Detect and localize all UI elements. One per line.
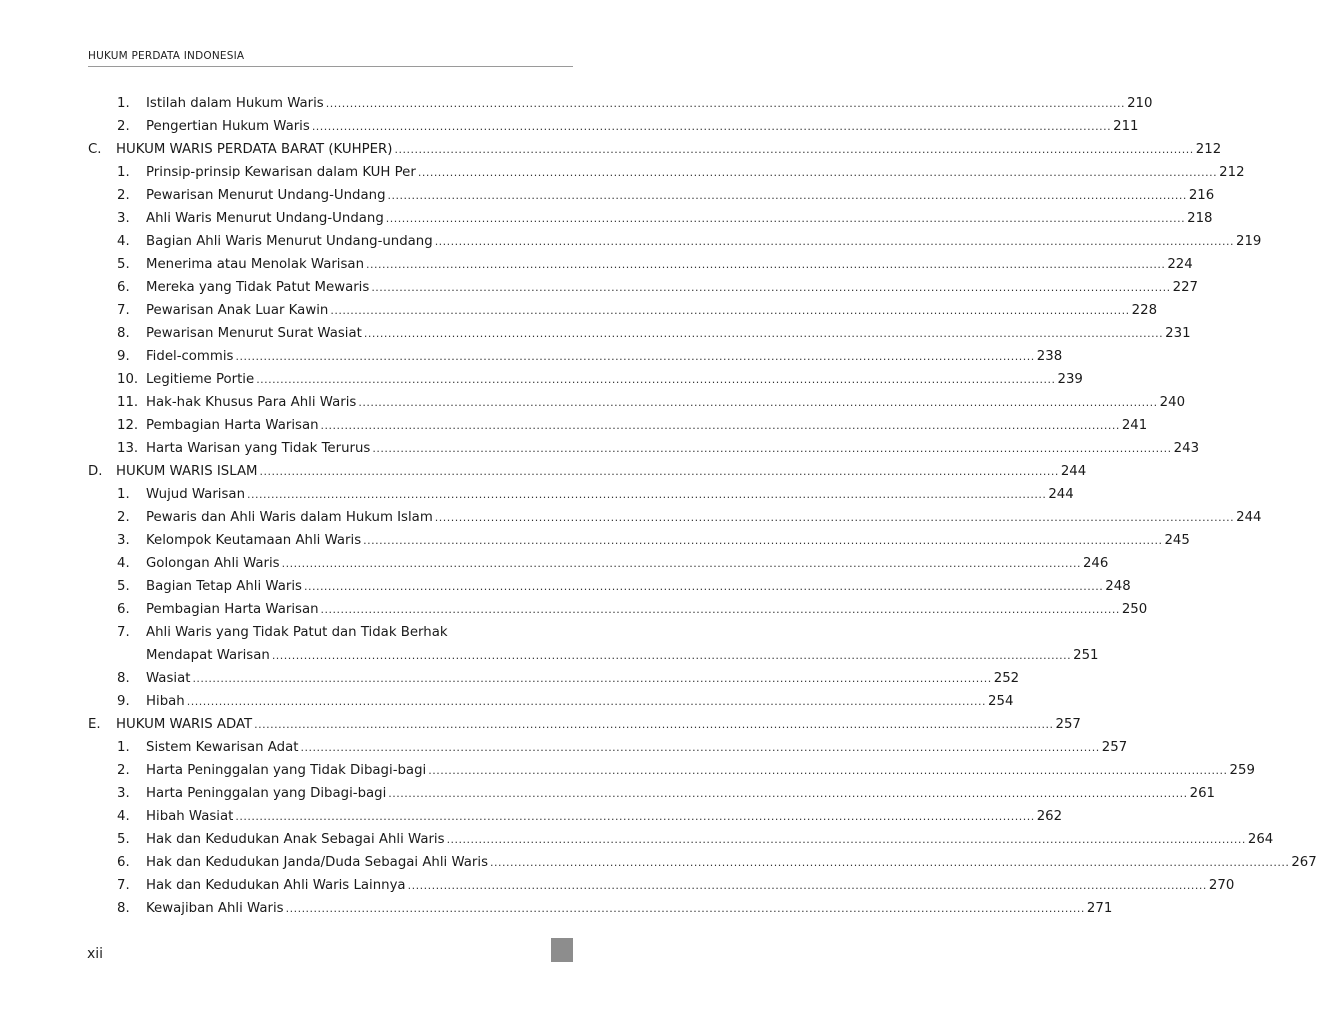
toc-entry-title: Pembagian Harta Warisan	[146, 418, 319, 433]
header-rule	[88, 66, 573, 67]
dot-leader: ........................................................................................................................................................................................................	[407, 879, 1207, 892]
dot-leader: ........................................................................................................................................................................................................	[434, 511, 1235, 524]
toc-entry[interactable]	[0, 207, 1213, 230]
toc-entry-page: 262	[1036, 809, 1063, 824]
toc-entry[interactable]	[0, 736, 1128, 759]
toc-entry-title: Kelompok Keutamaan Ahli Waris	[146, 533, 362, 548]
toc-entry-number: 7.	[117, 303, 130, 318]
dot-leader: ........................................................................................................................................................................................................	[303, 580, 1104, 593]
dot-leader: ........................................................................................................................................................................................................	[235, 810, 1035, 823]
toc-entry-title: Hibah Wasiat	[146, 809, 234, 824]
toc-entry[interactable]	[0, 483, 1074, 506]
dot-leader: ........................................................................................................................................................................................................	[235, 350, 1035, 363]
toc-entry[interactable]	[0, 391, 1186, 414]
toc-entry-title: Harta Warisan yang Tidak Terurus	[146, 441, 371, 456]
toc-entry[interactable]	[0, 322, 1191, 345]
toc-entry-page: 228	[1131, 303, 1158, 318]
toc-entry-number: 10.	[117, 372, 139, 387]
dot-leader: ........................................................................................................................................................................................................	[490, 856, 1290, 869]
toc-entry-page: 243	[1173, 441, 1200, 456]
toc-entry[interactable]	[0, 897, 1113, 920]
toc-entry-title: Sistem Kewarisan Adat	[146, 740, 299, 755]
toc-entry-number: C.	[88, 142, 102, 157]
dot-leader: ........................................................................................................................................................................................................	[259, 465, 1059, 478]
toc-entry[interactable]	[0, 552, 1109, 575]
toc-entry-title: Golongan Ahli Waris	[146, 556, 280, 571]
toc-entry-title: HUKUM WARIS ISLAM	[116, 464, 258, 479]
toc-entry[interactable]	[0, 184, 1215, 207]
toc-entry-page: 251	[1073, 648, 1099, 663]
toc-entry-title: Pewarisan Menurut Surat Wasiat	[146, 326, 362, 341]
dot-leader: ........................................................................................................................................................................................................	[394, 143, 1194, 156]
toc-entry-title: Fidel-commis	[146, 349, 234, 364]
toc-entry[interactable]	[0, 299, 1158, 322]
dot-leader: ........................................................................................................................................................................................................	[417, 166, 1218, 179]
toc-entry-number: 3.	[117, 786, 130, 801]
toc-entry-title: Pewarisan Anak Luar Kawin	[146, 303, 329, 318]
toc-entry-page: 218	[1187, 211, 1213, 226]
toc-entry-number: D.	[88, 464, 103, 479]
toc-entry-number: E.	[88, 717, 101, 732]
toc-entry-number: 7.	[117, 878, 130, 893]
toc-entry-number: 9.	[117, 694, 130, 709]
toc-entry[interactable]	[0, 368, 1083, 391]
toc-entry-title: Wujud Warisan	[146, 487, 245, 502]
toc-entry-page: 211	[1113, 119, 1139, 134]
toc-entry-title: HUKUM WARIS ADAT	[116, 717, 253, 732]
toc-entry[interactable]	[0, 115, 1139, 138]
dot-leader: ........................................................................................................................................................................................................	[300, 741, 1100, 754]
toc-entry-title: Mereka yang Tidak Patut Mewaris	[146, 280, 370, 295]
toc-entry[interactable]	[0, 828, 1274, 851]
toc-entry[interactable]	[0, 414, 1148, 437]
toc-entry-number: 5.	[117, 579, 130, 594]
toc-entry-title: Hak dan Kedudukan Ahli Waris Lainnya	[146, 878, 406, 893]
toc-entry-page: 210	[1127, 96, 1153, 111]
toc-entry-number: 2.	[117, 188, 130, 203]
toc-entry-page: 227	[1172, 280, 1199, 295]
toc-entry-page: 212	[1195, 142, 1222, 157]
toc-entry-title: HUKUM WARIS PERDATA BARAT (KUHPER)	[116, 142, 393, 157]
toc-entry[interactable]	[0, 713, 1081, 736]
dot-leader: ........................................................................................................................................................................................................	[325, 97, 1126, 110]
toc-entry-number: 1.	[117, 165, 130, 180]
toc-entry-page: 212	[1219, 165, 1245, 180]
dot-leader: ........................................................................................................................................................................................................	[363, 534, 1163, 547]
dot-leader: ........................................................................................................................................................................................................	[192, 672, 992, 685]
toc-entry-number: 4.	[117, 234, 130, 249]
page-folio: xii	[87, 946, 104, 962]
toc-entry[interactable]	[0, 138, 1222, 161]
toc-entry-title: Wasiat	[146, 671, 191, 686]
dot-leader: ........................................................................................................................................................................................................	[281, 557, 1081, 570]
toc-entry[interactable]	[0, 782, 1216, 805]
toc-entry-title: Pembagian Harta Warisan	[146, 602, 319, 617]
toc-entry-number: 3.	[117, 211, 130, 226]
toc-entry[interactable]	[0, 345, 1063, 368]
toc-entry-title: Pewarisan Menurut Undang-Undang	[146, 188, 386, 203]
toc-entry-page: 244	[1060, 464, 1087, 479]
toc-entry-title: Kewajiban Ahli Waris	[146, 901, 284, 916]
dot-leader: ........................................................................................................................................................................................................	[366, 258, 1166, 271]
corner-ornament	[551, 938, 573, 962]
dot-leader: ........................................................................................................................................................................................................	[186, 695, 987, 708]
toc-entry-number: 5.	[117, 257, 130, 272]
toc-entry[interactable]	[0, 161, 1245, 184]
dot-leader: ........................................................................................................................................................................................................	[320, 419, 1120, 432]
toc-entry[interactable]	[0, 529, 1190, 552]
toc-entry-page: 219	[1236, 234, 1262, 249]
toc-entry-page: 259	[1229, 763, 1255, 778]
toc-entry-number: 2.	[117, 510, 130, 525]
toc-entry-number: 8.	[117, 671, 130, 686]
toc-entry-title: Bagian Tetap Ahli Waris	[146, 579, 302, 594]
dot-leader: ........................................................................................................................................................................................................	[311, 120, 1112, 133]
toc-entry-title: Mendapat Warisan	[146, 648, 270, 663]
toc-entry-page: 239	[1057, 372, 1083, 387]
toc-entry-number: 2.	[117, 119, 130, 134]
dot-leader: ........................................................................................................................................................................................................	[387, 189, 1187, 202]
toc-entry-number: 5.	[117, 832, 130, 847]
dot-leader: ........................................................................................................................................................................................................	[385, 212, 1186, 225]
toc-entry-number: 7.	[117, 625, 130, 640]
dot-leader: ........................................................................................................................................................................................................	[446, 833, 1246, 846]
toc-entry[interactable]	[0, 575, 1131, 598]
dot-leader: ........................................................................................................................................................................................................	[256, 373, 1056, 386]
toc-entry-number: 6.	[117, 602, 130, 617]
toc-entry-page: 224	[1167, 257, 1193, 272]
dot-leader: ........................................................................................................................................................................................................	[330, 304, 1130, 317]
toc-entry-number: 4.	[117, 556, 130, 571]
toc-entry-page: 264	[1247, 832, 1274, 847]
dot-leader: ........................................................................................................................................................................................................	[285, 902, 1085, 915]
dot-leader: ........................................................................................................................................................................................................	[320, 603, 1120, 616]
toc-entry-title: Harta Peninggalan yang Tidak Dibagi-bagi	[146, 763, 427, 778]
toc-entry-page: 252	[993, 671, 1020, 686]
toc-entry-page: 267	[1291, 855, 1317, 870]
toc-entry-title: Istilah dalam Hukum Waris	[146, 96, 324, 111]
dot-leader: ........................................................................................................................................................................................................	[388, 787, 1188, 800]
toc-entry-number: 4.	[117, 809, 130, 824]
toc-entry-number: 11.	[117, 395, 139, 410]
toc-entry-number: 13.	[117, 441, 139, 456]
toc-entry[interactable]	[0, 276, 1199, 299]
toc-entry[interactable]	[0, 621, 1099, 667]
toc-entry-title: Harta Peninggalan yang Dibagi-bagi	[146, 786, 387, 801]
toc-entry-page: 248	[1105, 579, 1131, 594]
toc-entry-page: 257	[1101, 740, 1128, 755]
toc-entry-page: 271	[1086, 901, 1113, 916]
running-head-title: HUKUM PERDATA INDONESIA	[88, 50, 245, 62]
toc-entry-title: Legitieme Portie	[146, 372, 255, 387]
toc-entry[interactable]	[0, 690, 1014, 713]
toc-entry-number: 1.	[117, 96, 130, 111]
toc-entry[interactable]	[0, 506, 1262, 529]
toc-entry-page: 241	[1121, 418, 1148, 433]
toc-entry[interactable]	[0, 437, 1200, 460]
toc-entry[interactable]	[0, 598, 1148, 621]
toc-entry-title: Hak dan Kedudukan Anak Sebagai Ahli Waris	[146, 832, 445, 847]
toc-entry-title: Hibah	[146, 694, 185, 709]
toc-entry-title: Bagian Ahli Waris Menurut Undang-undang	[146, 234, 433, 249]
dot-leader: ........................................................................................................................................................................................................	[371, 281, 1171, 294]
toc-entry-number: 6.	[117, 280, 130, 295]
toc-entry[interactable]	[0, 460, 1087, 483]
toc-entry[interactable]	[0, 851, 1317, 874]
toc-entry-number: 1.	[117, 487, 130, 502]
toc-entry-title: Menerima atau Menolak Warisan	[146, 257, 365, 272]
toc-entry-number: 9.	[117, 349, 130, 364]
dot-leader: ........................................................................................................................................................................................................	[271, 649, 1072, 662]
toc-entry-title: Hak-hak Khusus Para Ahli Waris	[146, 395, 357, 410]
toc-entry-title-line1: Ahli Waris yang Tidak Patut dan Tidak Berhak	[146, 625, 448, 640]
toc-entry[interactable]	[0, 805, 1063, 828]
dot-leader: ........................................................................................................................................................................................................	[254, 718, 1054, 731]
toc-entry[interactable]	[0, 92, 1153, 115]
toc-entry-page: 244	[1048, 487, 1074, 502]
toc-entry-title: Hak dan Kedudukan Janda/Duda Sebagai Ahli Waris	[146, 855, 488, 870]
dot-leader: ........................................................................................................................................................................................................	[358, 396, 1158, 409]
dot-leader: ........................................................................................................................................................................................................	[372, 442, 1172, 455]
toc-entry-page: 246	[1082, 556, 1109, 571]
toc-entry-page: 270	[1208, 878, 1235, 893]
toc-entry-title: Pengertian Hukum Waris	[146, 119, 310, 134]
toc-entry-number: 8.	[117, 326, 130, 341]
toc-entry[interactable]	[0, 253, 1193, 276]
toc-entry-number: 12.	[117, 418, 139, 433]
toc-entry-page: 216	[1188, 188, 1215, 203]
toc-entry[interactable]	[0, 759, 1255, 782]
toc-entry-number: 8.	[117, 901, 130, 916]
dot-leader: ........................................................................................................................................................................................................	[247, 488, 1047, 501]
toc-entry[interactable]	[0, 874, 1235, 897]
dot-leader: ........................................................................................................................................................................................................	[434, 235, 1235, 248]
toc-entry-number: 3.	[117, 533, 130, 548]
toc-entry-title: Pewaris dan Ahli Waris dalam Hukum Islam	[146, 510, 433, 525]
dot-leader: ........................................................................................................................................................................................................	[363, 327, 1164, 340]
toc-entry-page: 257	[1055, 717, 1081, 732]
toc-entry-page: 261	[1189, 786, 1216, 801]
toc-entry-number: 6.	[117, 855, 130, 870]
toc-entry-number: 2.	[117, 763, 130, 778]
toc-entry-title: Prinsip-prinsip Kewarisan dalam KUH Per	[146, 165, 416, 180]
toc-entry[interactable]	[0, 230, 1262, 253]
toc-entry[interactable]	[0, 667, 1020, 690]
toc-entry-page: 245	[1164, 533, 1190, 548]
toc-entry-page: 254	[988, 694, 1014, 709]
toc-entry-title: Ahli Waris Menurut Undang-Undang	[146, 211, 384, 226]
toc-entry-page: 240	[1159, 395, 1186, 410]
toc-entry-page: 231	[1165, 326, 1191, 341]
toc-entry-number: 1.	[117, 740, 130, 755]
dot-leader: ........................................................................................................................................................................................................	[428, 764, 1228, 777]
toc-entry-page: 250	[1121, 602, 1148, 617]
toc-entry-page: 238	[1036, 349, 1063, 364]
toc-entry-page: 244	[1236, 510, 1262, 525]
